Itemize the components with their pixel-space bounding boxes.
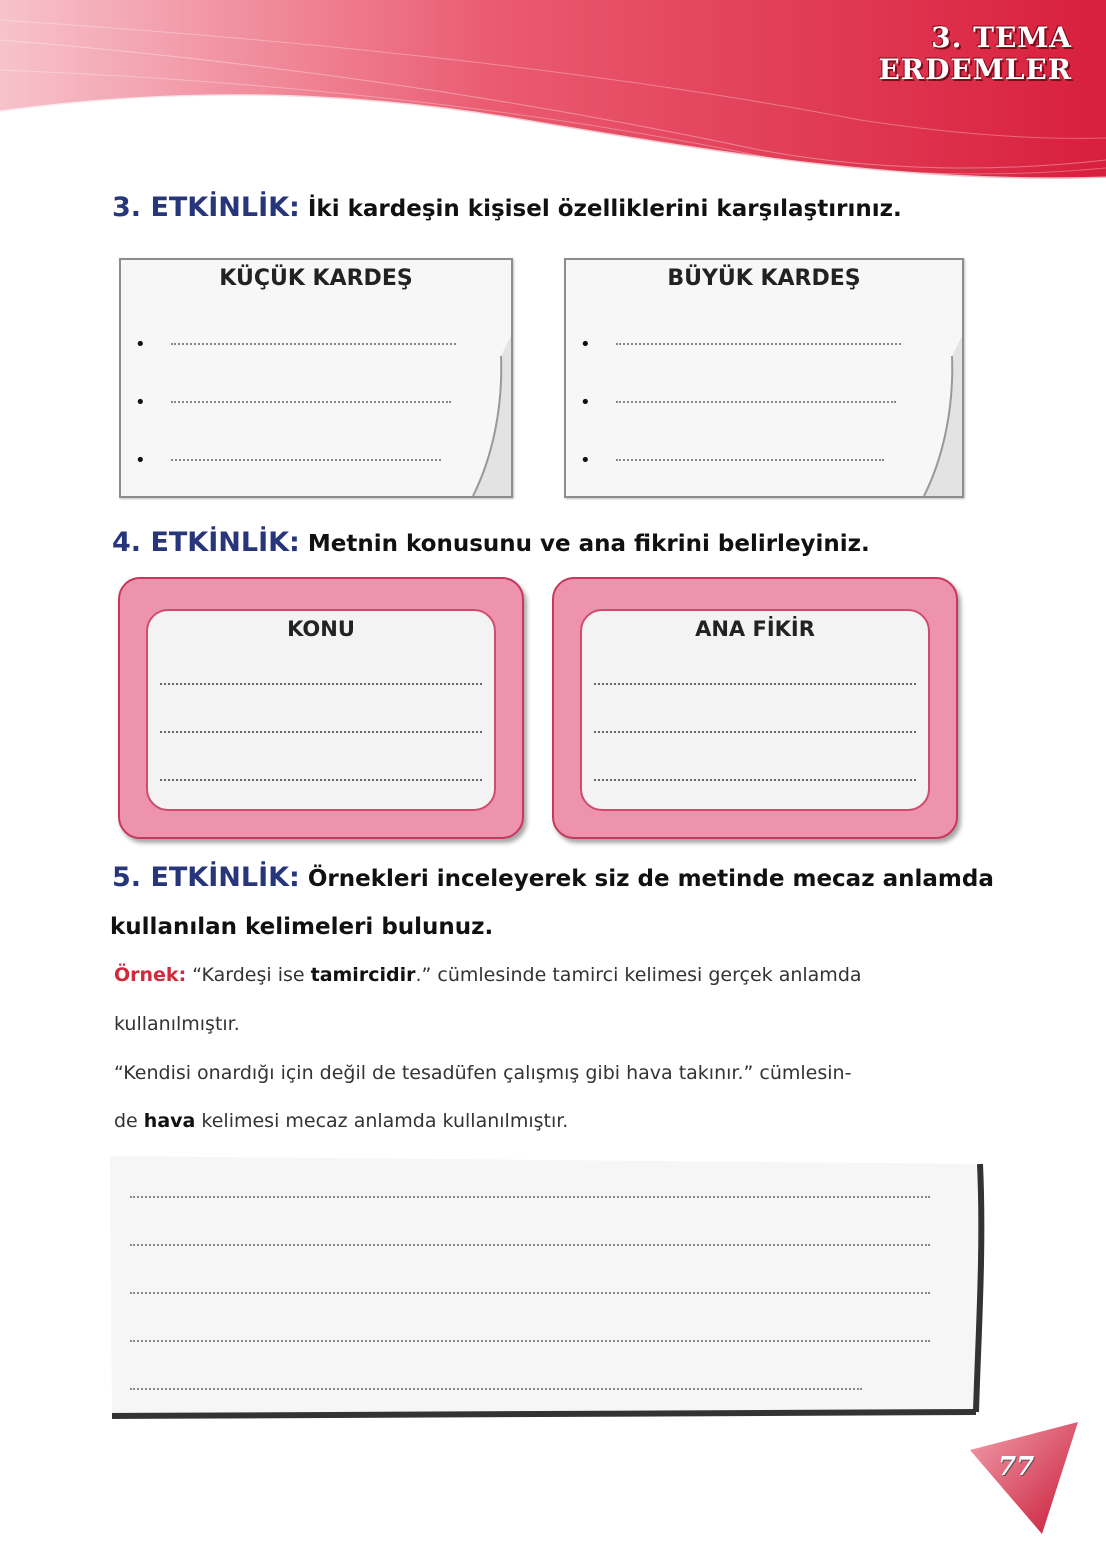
answer-line[interactable] bbox=[171, 459, 441, 461]
answer-line[interactable] bbox=[616, 401, 896, 403]
list-item: • bbox=[135, 334, 146, 355]
sentence-line2: de hava kelimesi mecaz anlamda kullanılmıştır. bbox=[114, 1110, 569, 1132]
card-buyuk-kardes bbox=[564, 258, 964, 498]
list-item: • bbox=[580, 392, 591, 413]
theme-label bbox=[878, 22, 1072, 86]
theme-number: 3. TEMA bbox=[931, 21, 1072, 54]
activity3-title bbox=[112, 192, 902, 223]
sentence-line1: “Kendisi onardığı için değil de tesadüfen çalışmış gibi hava takınır.” cümlesin- bbox=[114, 1062, 852, 1084]
list-item: • bbox=[580, 334, 591, 355]
answer-line[interactable] bbox=[616, 343, 901, 345]
box-ana-fikir-inner bbox=[580, 609, 930, 811]
activity5-title bbox=[112, 862, 994, 893]
activity3-instruction: İki kardeşin kişisel özelliklerini karşılaştırınız. bbox=[307, 196, 902, 222]
example-paragraph: Örnek: “Kardeşi ise tamircidir.” cümlesinde tamirci kelimesi gerçek anlamda bbox=[114, 964, 862, 986]
activity4-number: 4. ETKİNLİK: bbox=[112, 527, 300, 558]
answer-line[interactable] bbox=[130, 1340, 930, 1342]
answer-line[interactable] bbox=[130, 1292, 930, 1294]
box-title: KONU bbox=[287, 617, 355, 641]
answer-line[interactable] bbox=[594, 779, 916, 781]
activity5-number: 5. ETKİNLİK: bbox=[112, 862, 300, 893]
answer-line[interactable] bbox=[594, 683, 916, 685]
answer-line[interactable] bbox=[160, 731, 482, 733]
page-curl-graphic bbox=[914, 336, 962, 496]
answer-line[interactable] bbox=[160, 779, 482, 781]
example-line2: kullanılmıştır. bbox=[114, 1013, 240, 1035]
answer-line[interactable] bbox=[160, 683, 482, 685]
activity3-number: 3. ETKİNLİK: bbox=[112, 192, 300, 223]
answer-line[interactable] bbox=[171, 343, 456, 345]
example-label: Örnek: bbox=[114, 964, 187, 986]
answer-line[interactable] bbox=[171, 401, 451, 403]
box-konu bbox=[118, 577, 524, 839]
activity5-instruction-line1: Örnekleri inceleyerek siz de metinde mecaz anlamda bbox=[307, 866, 994, 892]
list-item: • bbox=[135, 450, 146, 471]
answer-line[interactable] bbox=[594, 731, 916, 733]
list-item: • bbox=[580, 450, 591, 471]
page-number: 77 bbox=[998, 1452, 1035, 1482]
answer-line[interactable] bbox=[130, 1196, 930, 1198]
activity4-instruction: Metnin konusunu ve ana fikrini belirleyiniz. bbox=[307, 531, 870, 557]
card-kucuk-kardes bbox=[119, 258, 513, 498]
box-ana-fikir bbox=[552, 577, 958, 839]
theme-name: ERDEMLER bbox=[878, 53, 1072, 86]
card-title: BÜYÜK KARDEŞ bbox=[667, 266, 861, 291]
list-item: • bbox=[135, 392, 146, 413]
card-title: KÜÇÜK KARDEŞ bbox=[219, 266, 413, 291]
page-curl-graphic bbox=[463, 336, 511, 496]
box-title: ANA FİKİR bbox=[695, 617, 815, 641]
box-konu-inner bbox=[146, 609, 496, 811]
activity4-title bbox=[112, 527, 870, 558]
answer-line[interactable] bbox=[130, 1244, 930, 1246]
activity5-instruction-line2: kullanılan kelimeleri bulunuz. bbox=[110, 914, 494, 940]
answer-line[interactable] bbox=[130, 1388, 862, 1390]
answer-line[interactable] bbox=[616, 459, 884, 461]
